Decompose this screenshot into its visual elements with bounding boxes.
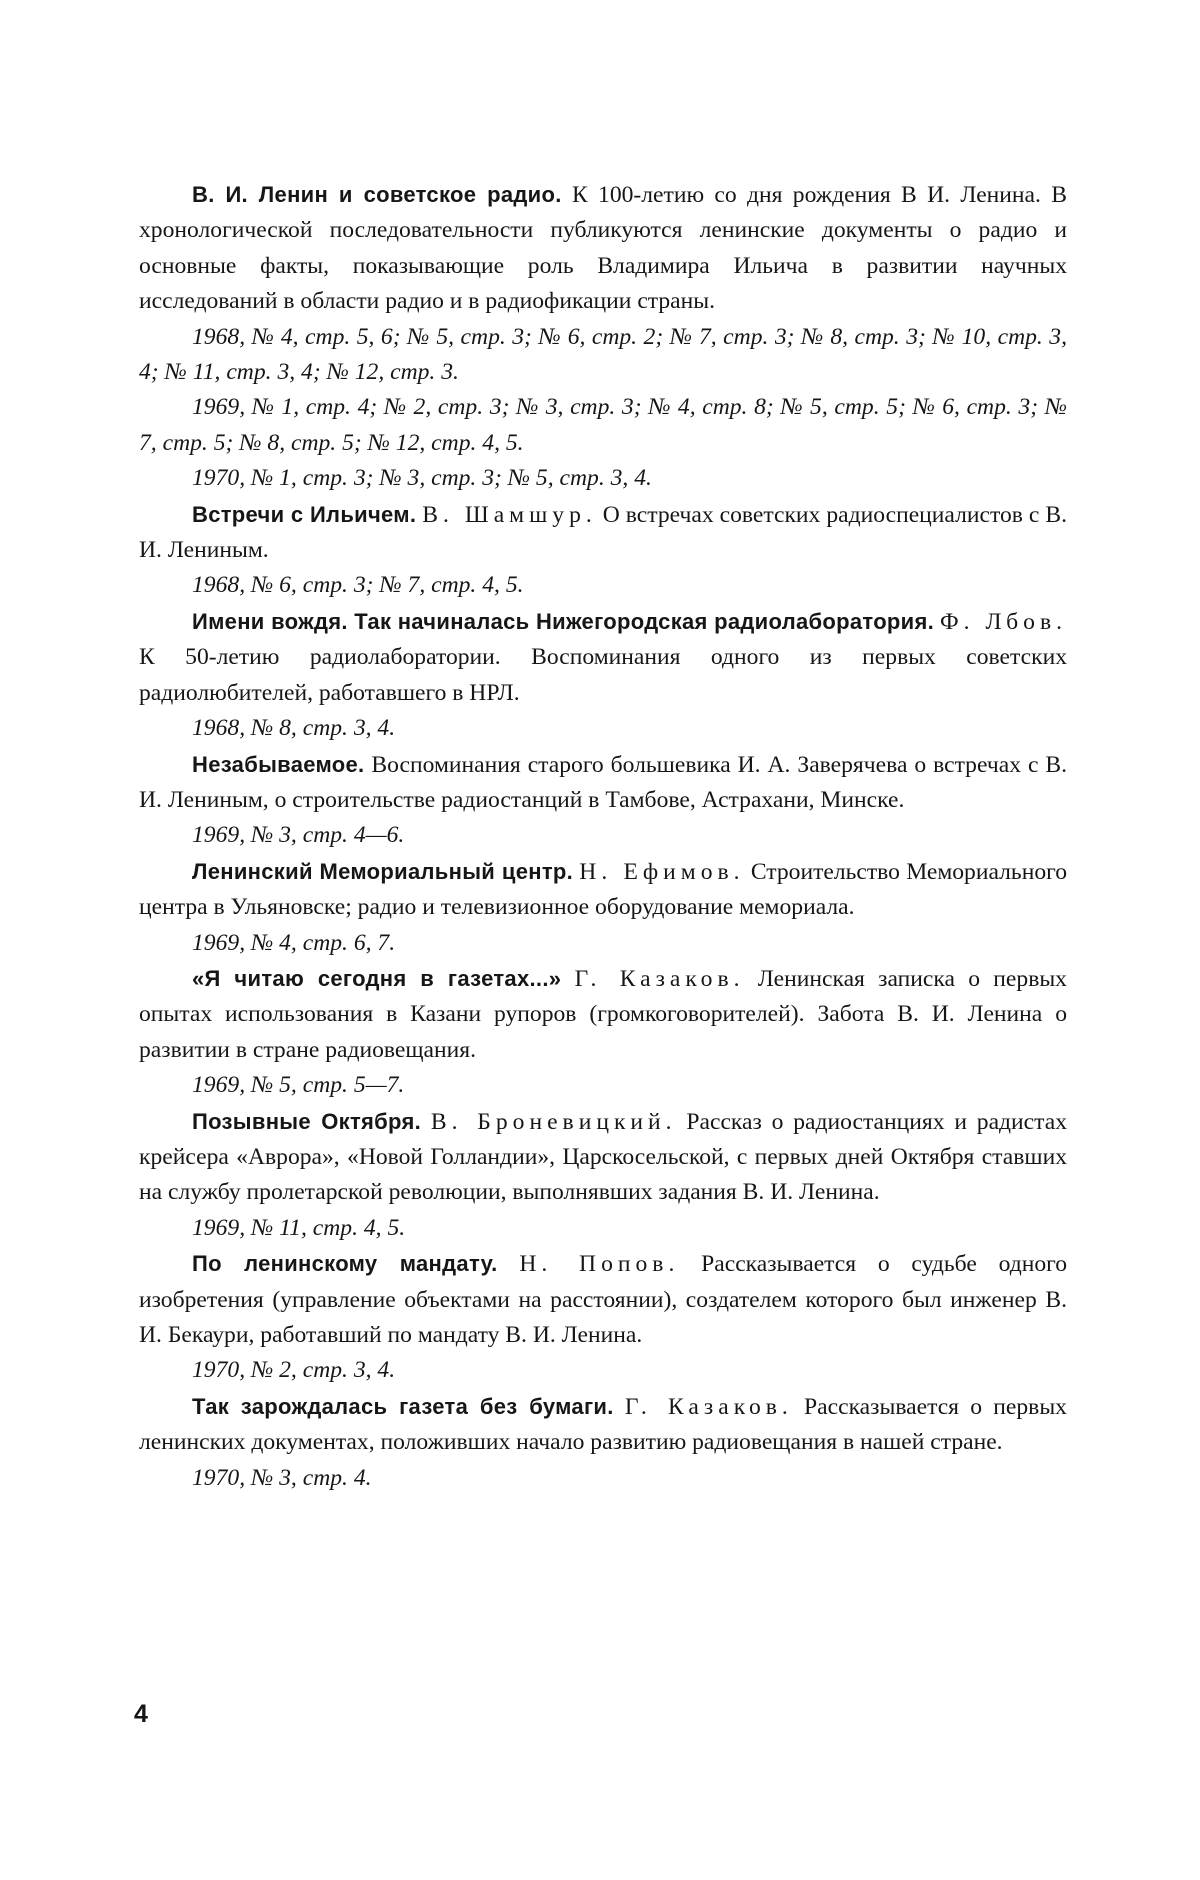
entry-title: Позывные Октября.: [192, 1108, 422, 1134]
page-number: 4: [134, 1700, 148, 1728]
entry-author: В. Броневицкий.: [430, 1108, 677, 1135]
entry-title: Ленинский Мемориальный центр.: [192, 858, 574, 884]
entry-author: Н. Попов.: [519, 1251, 680, 1278]
entry-lenin-and-soviet-radio: [139, 177, 1067, 497]
entry-body: [139, 497, 1067, 569]
entry-description: Ленинская записка о первых опытах использования в Казани рупоров (громкоговорителей). Забота В. И. Ленина о развитии в стране радиовещания.: [139, 965, 1067, 1063]
entry-description: Воспоминания старого большевика И. А. Заверячева о встречах с В. И. Лениным, о строительстве радиостанций в Тамбове, Астрахани, Минске.: [139, 751, 1067, 813]
page-text: [139, 177, 1067, 1496]
entry-unforgettable: [139, 747, 1067, 854]
entry-paperless-newspaper: [139, 1389, 1067, 1496]
entry-lenin-mandate: [139, 1246, 1067, 1389]
entry-meetings-with-ilyich: [139, 497, 1067, 604]
entry-author: Г. Казаков.: [624, 1393, 793, 1420]
entry-body: [139, 854, 1067, 926]
entry-author: Н. Ефимов.: [579, 858, 745, 885]
entry-author: Ф. Лбов.: [940, 608, 1068, 635]
entry-reference: 1968, № 4, стр. 5, 6; № 5, стр. 3; № 6, стр. 2; № 7, стр. 3; № 8, стр. 3; № 10, стр. 3, 4; № 11, стр. 3, 4; № 12, стр. 3.: [139, 323, 1067, 386]
entry-reference: 1970, № 1, стр. 3; № 3, стр. 3; № 5, стр. 3, 4.: [192, 465, 652, 492]
entry-description: К 50-летию радиолаборатории. Воспоминания одного из первых советских радиолюбителей, работавшего в НРЛ.: [139, 644, 1067, 706]
entry-author: В. Шамшур.: [422, 501, 597, 528]
entry-body: [139, 177, 1067, 320]
entry-title: Имени вождя. Так начиналась Нижегородская радиолаборатория.: [192, 608, 935, 634]
entry-body: [139, 1104, 1067, 1211]
entry-reference: 1969, № 4, стр. 6, 7.: [192, 929, 396, 956]
entry-description: К 100-летию со дня рождения В И. Ленина. В хронологической последовательности публикуются ленинские документы о радио и основные факты, показывающие роль Владимира Ильича в развитии научных исследований в области радио и в радиофикации страны.: [139, 182, 1067, 315]
entry-title: Незабываемое.: [192, 751, 365, 777]
entry-body: [139, 1246, 1067, 1353]
entry-reference: 1968, № 8, стр. 3, 4.: [192, 715, 396, 742]
entry-reference: 1969, № 11, стр. 4, 5.: [192, 1214, 406, 1241]
entry-title: По ленинскому мандату.: [192, 1251, 498, 1277]
entry-named-after-leader: [139, 604, 1067, 747]
entry-reference: 1969, № 1, стр. 4; № 2, стр. 3; № 3, стр. 3; № 4, стр. 8; № 5, стр. 5; № 6, стр. 3; № 7, стр. 5; № 8, стр. 5; № 12, стр. 4, 5.: [139, 394, 1067, 456]
entry-body: [139, 604, 1067, 711]
entry-title: «Я читаю сегодня в газетах...»: [192, 965, 562, 991]
entry-i-read-in-newspapers: [139, 961, 1067, 1104]
entry-october-call-signs: [139, 1104, 1067, 1247]
entry-body: [139, 747, 1067, 819]
entry-reference: 1969, № 5, стр. 5—7.: [192, 1072, 405, 1099]
entry-description: Рассказ о радиостанциях и радистах крейсера «Аврора», «Новой Голландии», Царскосельской, с первых дней Октября ставших на службу пролетарской революции, выполнявших задания В. И. Ленина.: [139, 1108, 1068, 1206]
entry-title: Так зарождалась газета без бумаги.: [192, 1393, 614, 1419]
entry-lenin-memorial-center: [139, 854, 1067, 961]
entry-title: В. И. Ленин и советское радио.: [192, 182, 562, 207]
entry-description: Строительство Мемориального центра в Ульяновске; радио и телевизионное оборудование мемориала.: [139, 858, 1068, 921]
entry-description: Рассказывается о первых ленинских документах, положивших начало развитию радиовещания в нашей стране.: [139, 1393, 1067, 1456]
entry-reference: 1969, № 3, стр. 4—6.: [192, 822, 405, 849]
entry-body: [139, 961, 1067, 1068]
entry-reference: 1970, № 2, стр. 3, 4.: [192, 1357, 396, 1384]
entry-reference: 1970, № 3, стр. 4.: [192, 1464, 372, 1491]
entry-description: Рассказывается о судьбе одного изобретения (управление объектами на расстоянии), создателем которого был инженер В. И. Бекаури, работавший по мандату В. И. Ленина.: [139, 1251, 1068, 1348]
entry-description: О встречах советских радиоспециалистов с В. И. Лениным.: [139, 501, 1067, 564]
entry-title: Встречи с Ильичем.: [192, 501, 417, 527]
entry-body: [139, 1389, 1067, 1461]
entry-reference: 1968, № 6, стр. 3; № 7, стр. 4, 5.: [192, 572, 524, 599]
entry-author: Г. Казаков.: [574, 965, 745, 992]
